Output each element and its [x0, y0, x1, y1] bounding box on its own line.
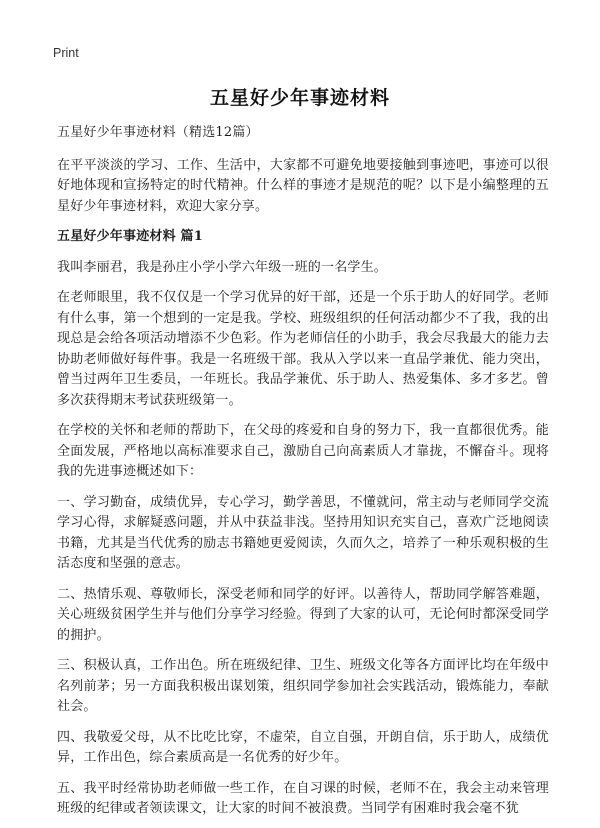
page-title: 五星好少年事迹材料	[209, 87, 390, 109]
body-paragraph: 四、我敬爱父母，从不比吃比穿，不虚荣，自立自强，开朗自信，乐于助人，成绩优异，工作出色，综合素质高是一名优秀的好少年。	[57, 729, 549, 765]
intro-paragraph: 在平平淡淡的学习、工作、生活中，大家都不可避免地要接触到事迹吧，事迹可以很好地体现和宣扬特定的时代精神。什么样的事迹才是规范的呢？以下是小编整理的五星好少年事迹材料，欢迎大家分享。	[57, 157, 549, 214]
body-paragraph: 五、我平时经常协助老师做一些工作，在自习课的时候，老师不在，我会主动来管理班级的纪律或者领读课文，让大家的时间不被浪费。当同学有困难时我会毫不犹	[57, 780, 549, 816]
body-paragraph: 在学校的关怀和老师的帮助下，在父母的疼爱和自身的努力下，我一直都很优秀。能全面发展，严格地以高标准要求自己，激励自己向高素质人才靠拢，不懈奋斗。现将我的先进事迹概述如下：	[57, 423, 549, 479]
body-paragraph: 二、热情乐观、尊敬师长，深受老师和同学的好评。以善待人，帮助同学解答难题，关心班级贫困学生并与他们分享学习经验。得到了大家的认可，无论何时都深受同学的拥护。	[57, 586, 549, 643]
document-subtitle: 五星好少年事迹材料（精选12篇）	[57, 125, 259, 140]
document-body	[57, 123, 549, 828]
body-paragraph: 我叫李丽君，我是孙庄小学小学六年级一班的一名学生。	[57, 259, 388, 275]
body-paragraph: 一、学习勤奋，成绩优异，专心学习，勤学善思，不懂就问，常主动与老师同学交流学习心得，求解疑惑问题，并从中获益非浅。坚持用知识充实自己，喜欢广泛地阅读书籍，尤其是当代优秀的励志书籍她更爱阅读，久而久之，培养了一种乐观积极的生活态度和坚强的意志。	[57, 494, 549, 571]
section-heading: 五星好少年事迹材料 篇1	[57, 229, 203, 244]
print-link[interactable]: Print	[53, 46, 79, 60]
body-paragraph: 三、积极认真，工作出色。所在班级纪律、卫生、班级文化等各方面评比均在年级中名列前茅；另一方面我积极出谋划策，组织同学参加社会实践活动，锻炼能力，奉献社会。	[57, 658, 549, 714]
body-paragraph: 在老师眼里，我不仅仅是一个学习优异的好干部，还是一个乐于助人的好同学。老师有什么事，第一个想到的一定是我。学校、班级组织的任何活动都少不了我，我的出现总是会给各项活动增添不少色彩。作为老师信任的小助手，我会尽我最大的能力去协助老师做好每件事。我是一名班级干部。我从入学以来一直品学兼优、能力突出，曾当过两年卫生委员，一年班长。我品学兼优、乐于助人、热爱集体、多才多艺。曾多次获得期末考试获班级第一。	[57, 290, 549, 408]
